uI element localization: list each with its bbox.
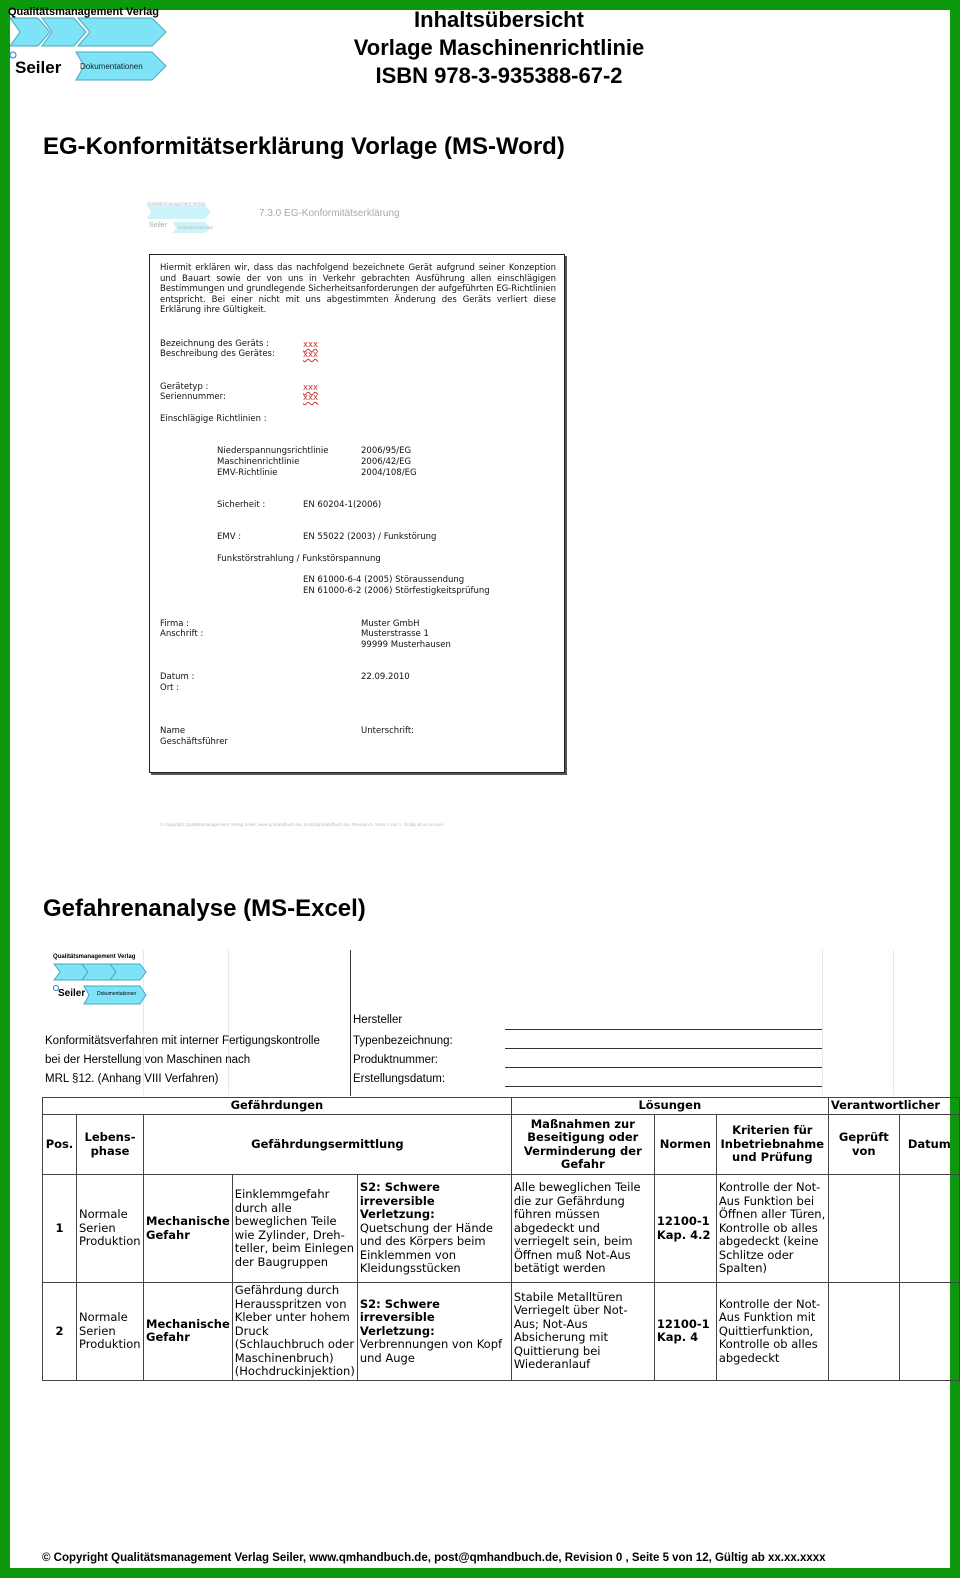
col-header-ermittlung: Gefährdungsermittlung (144, 1115, 512, 1175)
preview-footer: © Copyright Qualitätsmanagement Verlag Seiler, www.qmhandbuch.de, post@qmhandbuch.de, Revision 0, Seite 1 von 1, Gültig ab xx.xx.xxxx (160, 822, 444, 827)
col-header-normen: Normen (654, 1115, 716, 1175)
logo-subtitle: Dokumentationen (80, 62, 143, 71)
title-line-1: Inhaltsübersicht (414, 7, 584, 32)
logo-name: Seiler (15, 58, 62, 77)
group-header-loesungen: Lösungen (511, 1098, 828, 1115)
col-header-pos: Pos. (43, 1115, 77, 1175)
declaration-intro: Hiermit erklären wir, dass das nachfolgend bezeichnete Gerät aufgrund seiner Konzeption und Bauart sowie der von uns in Verkehr gebrachten Ausführung allen einschlägigen Bestimmungen und grundlegende Sicherheitsanforderungen der aufgeführten EG-Richtlinien entspricht. Bei einer nicht mit uns abgestimmten Änderung des Geräts verliert diese Erklärung ihre Gültigkeit. (160, 263, 556, 315)
table-row: 1 Normale Serien Produktion Mechanische Gefahr Einklemmgefahr durch alle beweglichen Teile wie Zylinder, Dreh-teller, beim Einlegen der Baugruppen S2: Schwere irreversible Verletzung: Quetschung der Hände und des Körpers beim Einklemmen von Kleidungsstücken Alle beweglichen Teile die zur Gefährdung führen müssen abgedeckt und verriegelt sein, beim Öffnen muß Not-Aus betätigt werden 12100-1 Kap. 4.2 Kontrolle der Not-Aus Funktion bei Öffnen aller Türen, Kontrolle ob alles abgedeckt (keine Schlitze oder Spalten) (43, 1175, 960, 1283)
table-row: 2 Normale Serien Produktion Mechanische Gefahr Gefährdung durch Herausspritzen von Kleber unter hohem Druck (Schlauchbruch oder Maschinenbruch) (Hochdruckinjektion) S2: Schwere irreversible Verletzung: Verbrennungen von Kopf und Auge Stabile Metalltüren Verriegelt über Not-Aus; Not-Aus Absicherung mit Quittierung bei Wiederanlauf 12100-1 Kap. 4 Kontrolle der Not-Aus Funktion mit Quittierfunktion, Kontrolle ob alles abgedeckt (43, 1283, 960, 1381)
page-title (300, 6, 698, 90)
logo-title: Qualitätsmanagement Verlag (8, 6, 159, 18)
col-header-datum: Datum (899, 1115, 959, 1175)
col-header-kriterien: Kriterien für Inbetriebnahme und Prüfung (716, 1115, 828, 1175)
section-heading-excel: Gefahrenanalyse (MS-Excel) (43, 895, 366, 922)
group-header-gefaehrdungen: Gefährdungen (43, 1098, 512, 1115)
hazard-analysis-table (42, 1097, 960, 1381)
col-header-geprueft: Geprüft von (828, 1115, 899, 1175)
preview-doc-title: 7.3.0 EG-Konformitätserklärung (259, 208, 400, 219)
group-header-verantwortlicher: Verantwortlicher (828, 1098, 959, 1115)
col-header-massnahmen: Maßnahmen zur Beseitigung oder Verminderung der Gefahr (511, 1115, 654, 1175)
title-line-3: ISBN 978-3-935388-67-2 (375, 63, 623, 88)
declaration-document (149, 254, 565, 773)
page-footer: © Copyright Qualitätsmanagement Verlag Seiler, www.qmhandbuch.de, post@qmhandbuch.de, Revision 0 , Seite 5 von 12, Gültig ab xx.xx.xxxx (42, 1552, 826, 1564)
section-heading-word: EG-Konformitätserklärung Vorlage (MS-Word) (43, 133, 565, 160)
title-line-2: Vorlage Maschinenrichtlinie (353, 35, 645, 60)
col-header-phase: Lebens-phase (77, 1115, 144, 1175)
